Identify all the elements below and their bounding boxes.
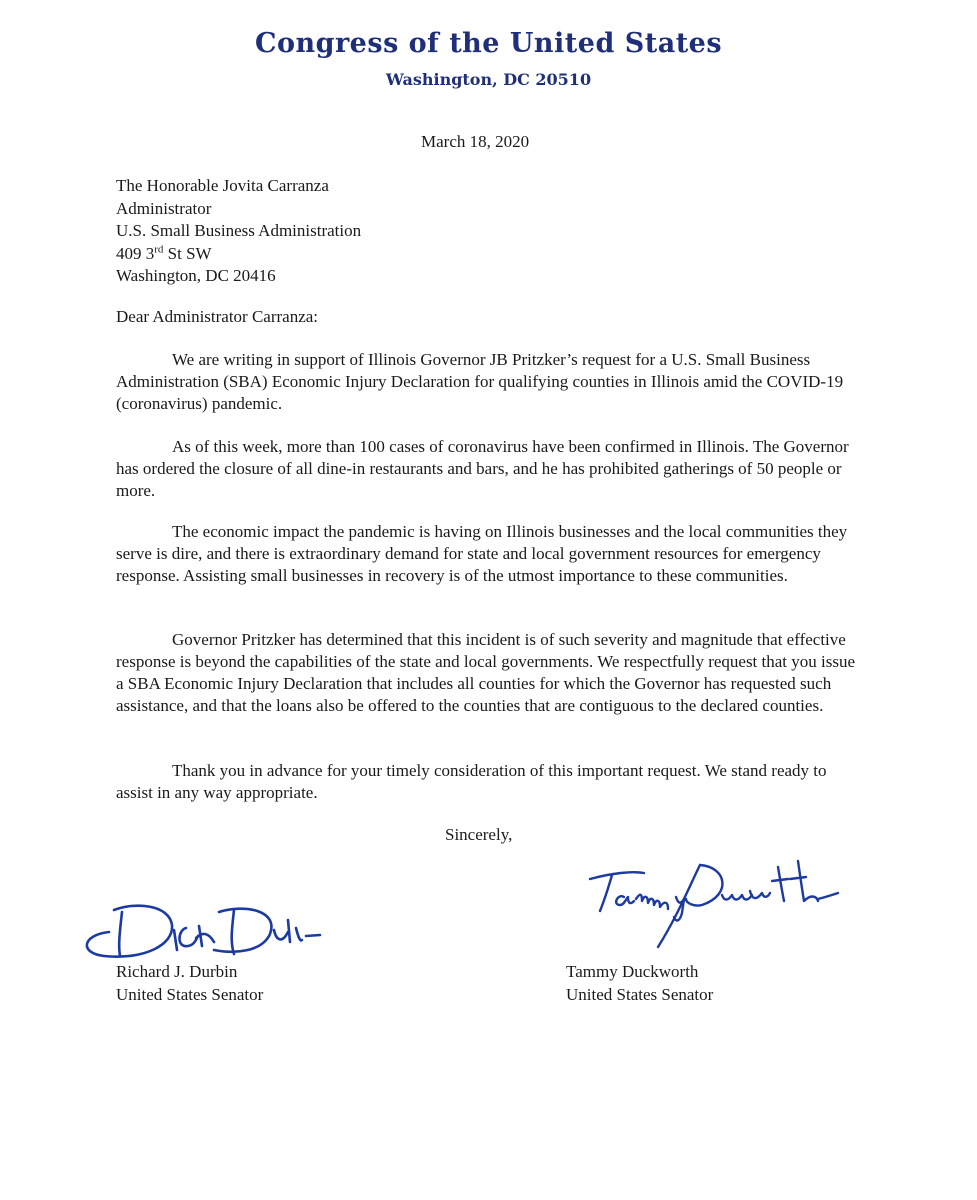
- closing: Sincerely,: [445, 825, 513, 844]
- letter-date: March 18, 2020: [421, 132, 530, 151]
- signatory-duckworth: [566, 961, 713, 1006]
- body-paragraph-3: The economic impact the pandemic is having on Illinois businesses and the local communities they serve is dire, and there is extraordinary demand for state and local government resources for emergency response. Assisting small businesses in recovery is of the utmost importance to these communities.: [116, 522, 848, 585]
- recipient-city: Washington, DC 20416: [116, 266, 276, 285]
- body-paragraph-2: As of this week, more than 100 cases of coronavirus have been confirmed in Illinois. The Governor has ordered the closure of all dine-in restaurants and bars, and he has prohibited gatherings of 50 people or more.: [116, 437, 849, 500]
- recipient-street: [116, 243, 361, 266]
- street-number: 409 3: [116, 243, 155, 263]
- signatory-title: United States Senator: [116, 984, 264, 1004]
- letterhead-title: Congress of the United States: [254, 28, 723, 59]
- salutation: Dear Administrator Carranza:: [116, 307, 319, 326]
- recipient-name: The Honorable Jovita Carranza: [116, 176, 329, 195]
- body-paragraph-5: Thank you in advance for your timely consideration of this important request. We stand ready to assist in any way appropriate.: [116, 761, 827, 802]
- letterhead-subtitle: Washington, DC 20510: [385, 70, 592, 89]
- body-paragraph-1: We are writing in support of Illinois Governor JB Pritzker’s request for a U.S. Small Business Administration (SBA) Economic Injury Declaration for qualifying counties in Illinois amid the COVID-19 (coronavirus) pandemic.: [116, 350, 844, 413]
- signatory-title: United States Senator: [566, 984, 714, 1004]
- street-name: St SW: [163, 243, 212, 263]
- street-ordinal: rd: [154, 242, 164, 255]
- signature-duckworth: [582, 855, 842, 955]
- recipient-title: Administrator: [116, 198, 212, 218]
- signatory-durbin: [116, 961, 263, 1006]
- recipient-agency: U.S. Small Business Administration: [116, 221, 362, 240]
- signatory-name: Richard J. Durbin: [116, 962, 238, 981]
- body-paragraph-4: Governor Pritzker has determined that this incident is of such severity and magnitude that effective response is beyond the capabilities of the state and local governments. We respectfully request that you issue a SBA Economic Injury Declaration that includes all counties for which the Governor has requested such assistance, and that the loans also be offered to the counties that are contiguous to the declared counties.: [116, 630, 856, 715]
- recipient-address: [116, 175, 361, 288]
- signatory-name: Tammy Duckworth: [566, 962, 699, 981]
